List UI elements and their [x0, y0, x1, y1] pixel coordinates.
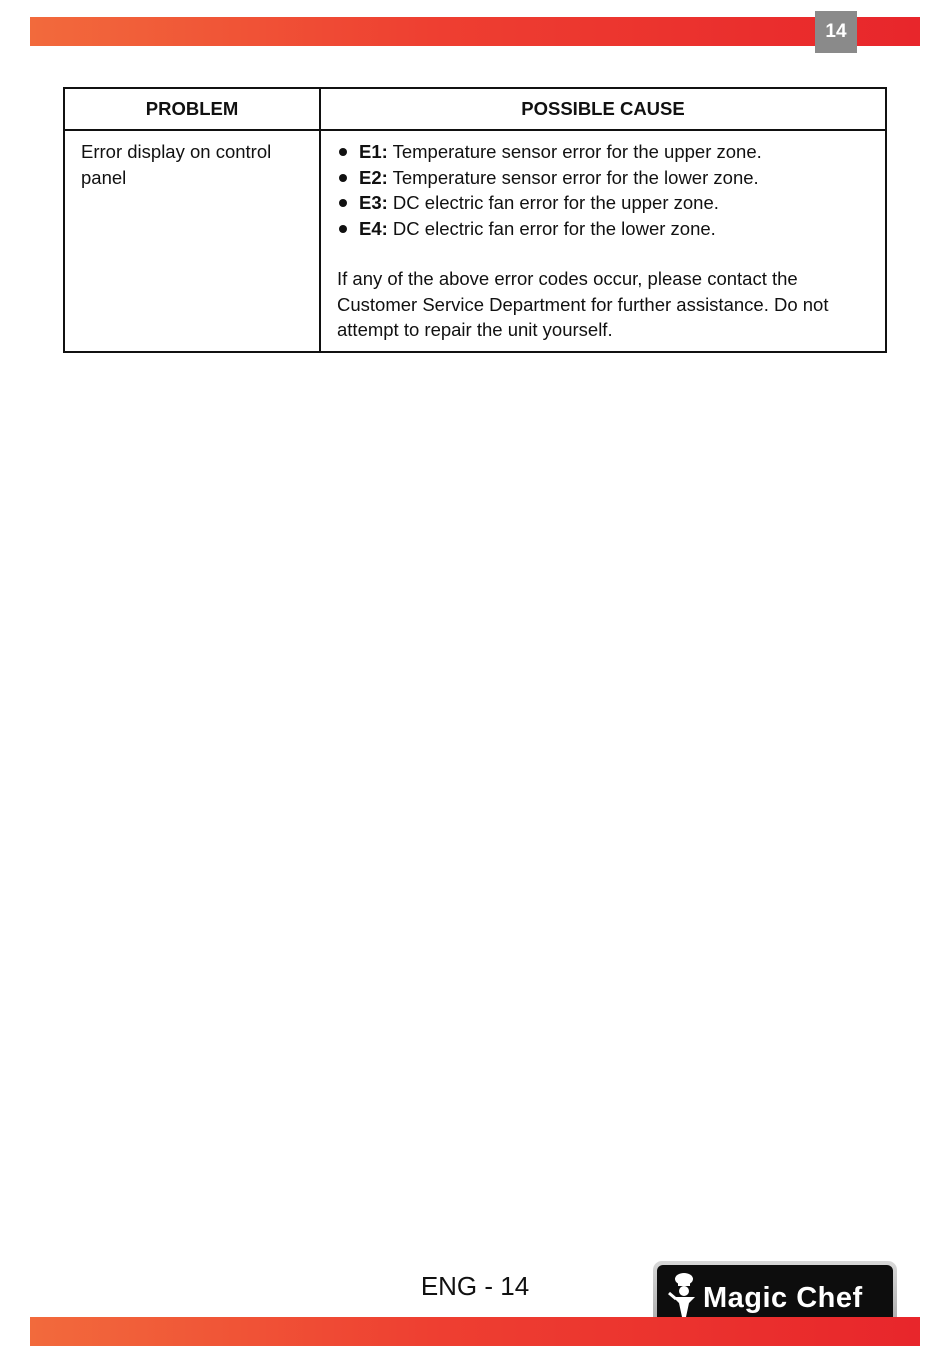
page-number-badge: 14	[815, 11, 857, 53]
problem-cell: Error display on control panel	[64, 130, 320, 352]
footer-page-label: ENG - 14	[420, 1271, 530, 1301]
bottom-accent-bar	[30, 1317, 920, 1346]
error-description: Temperature sensor error for the lower zone.	[387, 166, 759, 188]
list-item	[337, 139, 869, 165]
list-item	[337, 190, 869, 216]
service-note: If any of the above error codes occur, please contact the Customer Service Department for further assistance. Do not attempt to repair the unit yourself.	[337, 268, 829, 340]
error-code: E1:	[359, 141, 388, 162]
logo-plate	[657, 1265, 893, 1324]
chef-icon	[667, 1271, 701, 1319]
list-item	[337, 165, 869, 191]
cause-cell	[320, 130, 886, 352]
table-row	[64, 130, 886, 352]
error-description: DC electric fan error for the lower zone.	[387, 217, 716, 239]
error-description: DC electric fan error for the upper zone.	[387, 192, 719, 213]
error-code: E4:	[359, 217, 388, 239]
header-possible-cause: POSSIBLE CAUSE	[320, 88, 886, 130]
list-item	[337, 216, 869, 242]
top-accent-bar	[30, 17, 920, 46]
troubleshooting-table	[63, 87, 887, 353]
header-problem: PROBLEM	[64, 88, 320, 130]
error-description: Temperature sensor error for the upper zone.	[387, 141, 762, 162]
logo-wordmark: Magic Chef	[703, 1282, 863, 1314]
error-code: E2:	[359, 166, 388, 188]
error-code-list	[337, 139, 869, 241]
table-header-row	[64, 88, 886, 130]
error-code: E3:	[359, 192, 388, 213]
